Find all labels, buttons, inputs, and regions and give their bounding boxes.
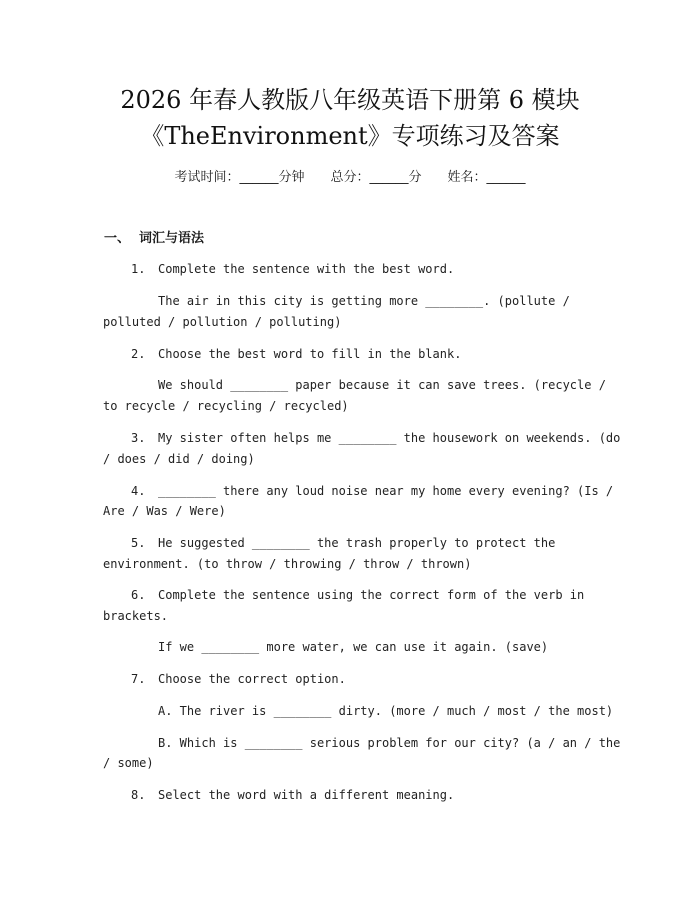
question-number: 2. bbox=[131, 347, 146, 361]
question-text-continued: polluted / pollution / polluting) bbox=[103, 315, 342, 329]
question-number: 1. bbox=[131, 262, 146, 276]
option-text: B. Which is ________ serious problem for our city? (a / an / the bbox=[158, 736, 621, 750]
exam-time: 考试时间：______分钟 bbox=[174, 170, 305, 185]
question-text: If we ________ more water, we can use it again. (save) bbox=[158, 640, 549, 654]
student-name: 姓名：______ bbox=[447, 170, 526, 185]
question-number: 6. bbox=[131, 588, 146, 602]
question-text: We should ________ paper because it can save trees. (recycle / bbox=[158, 378, 606, 392]
document-title-line-1: 2026 年春人教版八年级英语下册第 6 模块 bbox=[120, 86, 580, 114]
question-text: ________ there any loud noise near my home every evening? (Is / bbox=[158, 484, 614, 498]
question-number: 3. bbox=[131, 431, 146, 445]
exam-info bbox=[0, 169, 700, 187]
question-number: 7. bbox=[131, 672, 146, 686]
question-text: Complete the sentence with the best word. bbox=[158, 262, 455, 276]
question-text: Complete the sentence using the correct form of the verb in bbox=[158, 588, 585, 602]
question-text-continued: Are / Was / Were) bbox=[103, 504, 226, 518]
question-text: Choose the correct option. bbox=[158, 672, 346, 686]
question-text-continued: environment. (to throw / throwing / throw / thrown) bbox=[103, 557, 472, 571]
question-text: Choose the best word to fill in the blank. bbox=[158, 347, 462, 361]
option-text-continued: / some) bbox=[103, 756, 154, 770]
question-text-continued: to recycle / recycling / recycled) bbox=[103, 399, 349, 413]
option-text: A. The river is ________ dirty. (more / much / most / the most) bbox=[158, 704, 614, 718]
question-text: My sister often helps me ________ the housework on weekends. (do bbox=[158, 431, 621, 445]
question-number: 5. bbox=[131, 536, 146, 550]
document-title-line-2: 《TheEnvironment》专项练习及答案 bbox=[140, 122, 560, 150]
question-text: The air in this city is getting more ________. (pollute / bbox=[158, 294, 570, 308]
question-number: 4. bbox=[131, 484, 146, 498]
question-text: Select the word with a different meaning. bbox=[158, 788, 455, 802]
section-title: 一、 词汇与语法 bbox=[104, 231, 205, 246]
question-text-continued: / does / did / doing) bbox=[103, 452, 255, 466]
question-text: He suggested ________ the trash properly to protect the bbox=[158, 536, 556, 550]
question-number: 8. bbox=[131, 788, 146, 802]
question-text-continued: brackets. bbox=[103, 609, 169, 623]
total-score: 总分：______分 bbox=[330, 170, 422, 185]
